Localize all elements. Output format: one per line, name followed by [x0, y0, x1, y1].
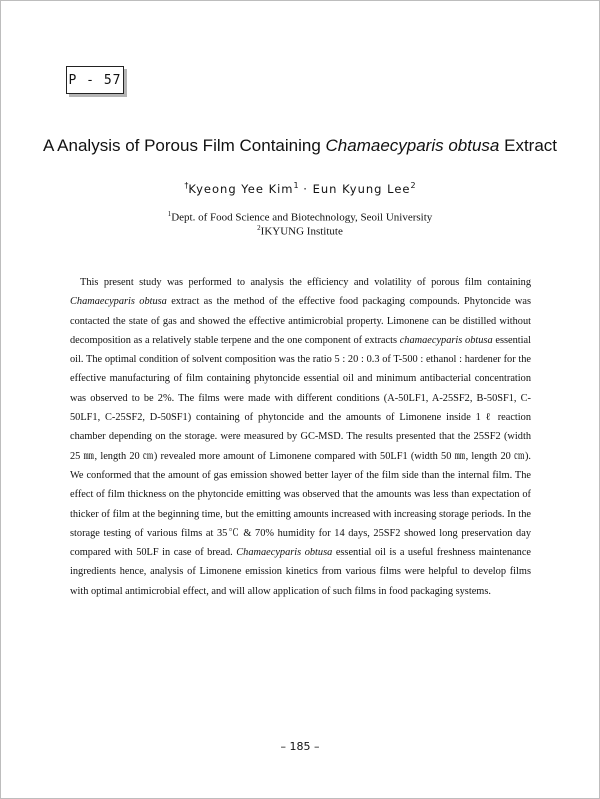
poster-code-box: [66, 66, 124, 94]
affiliation-line: [0, 210, 600, 224]
species-name: Chamaecyparis obtusa: [70, 296, 167, 308]
species-name: Chamaecyparis obtusa: [236, 547, 333, 559]
affiliation-text: Dept. of Food Science and Biotechnology, Seoil University: [171, 211, 433, 224]
affiliation-sup: 2: [257, 224, 261, 232]
page-number: – 185 –: [280, 740, 320, 753]
affiliation-line: [0, 224, 600, 238]
author-name: Kyeong Yee Kim: [188, 181, 294, 196]
author-name: Eun Kyung Lee: [312, 181, 411, 196]
abstract-body: [70, 273, 531, 601]
title-suffix: Extract: [499, 136, 558, 155]
paper-title: [0, 136, 600, 156]
title-prefix: A Analysis of Porous Film Containing: [42, 136, 326, 155]
affiliation-sup: 1: [167, 210, 172, 218]
abstract-text: extract as the method of the effective food packaging compounds. Phytoncide was contacted the state of gas and showed the effective antimicrobial property. Limonene can be distilled without decomposition as a relatively stable terpene and the one component of extracts: [70, 296, 531, 346]
abstract-text: essential oil. The optimal condition of solvent composition was the ratio 5 : 20 : 0.3 of T-500 : ethanol : hardener for the effective manufacturing of film containing phytoncide essential oil and minimum antibacterial concentration was observed to be 2%. The films were made with different conditions (A-50LF1, A-25SF2, B-50SF1, C-50LF1, C-25SF2, D-50SF1) containing of phytoncide and the amounts of Limonene inside 1 ℓ reaction chamber depending on the storage. were measured by GC-MSD. The results presented that the 25SF2 (width 25 ㎜, length 20 ㎝) revealed more amount of Limonene compared with 50LF1 (width 50 ㎜, length 20 ㎝). We conformed that the amount of gas emission showed better layer of the film side than the internal film. The effect of film thickness on the phytoncide emitting was observed that the amounts was less than expectation of thicker of film at the beginning time, but the emitting amounts increased with increasing storage periods. In the storage testing of various films at 35℃ & 70% humidity for 14 days, 25SF2 showed long preservation day compared with 50LF in case of bread.: [70, 334, 531, 559]
title-species: Chamaecyparis obtusa: [325, 136, 500, 155]
author-separator: ·: [298, 181, 313, 196]
author-affil-sup: 2: [410, 181, 416, 190]
author-affil-sup: 1: [293, 181, 299, 190]
corresponding-mark: †: [184, 181, 189, 190]
species-name: chamaecyparis obtusa: [399, 334, 493, 346]
affiliation-text: IKYUNG Institute: [260, 225, 343, 238]
author-line: [0, 181, 600, 196]
abstract-text: essential oil is a useful freshness maintenance ingredients hence, analysis of Limonene emission kinetics from various films were helpful to develop films with optimal antimicrobial effect, and will allow application of such films in food packaging systems.: [70, 547, 531, 597]
abstract-text: This present study was performed to analysis the efficiency and volatility of porous film containing: [80, 277, 531, 288]
poster-code: P - 57: [68, 72, 122, 88]
